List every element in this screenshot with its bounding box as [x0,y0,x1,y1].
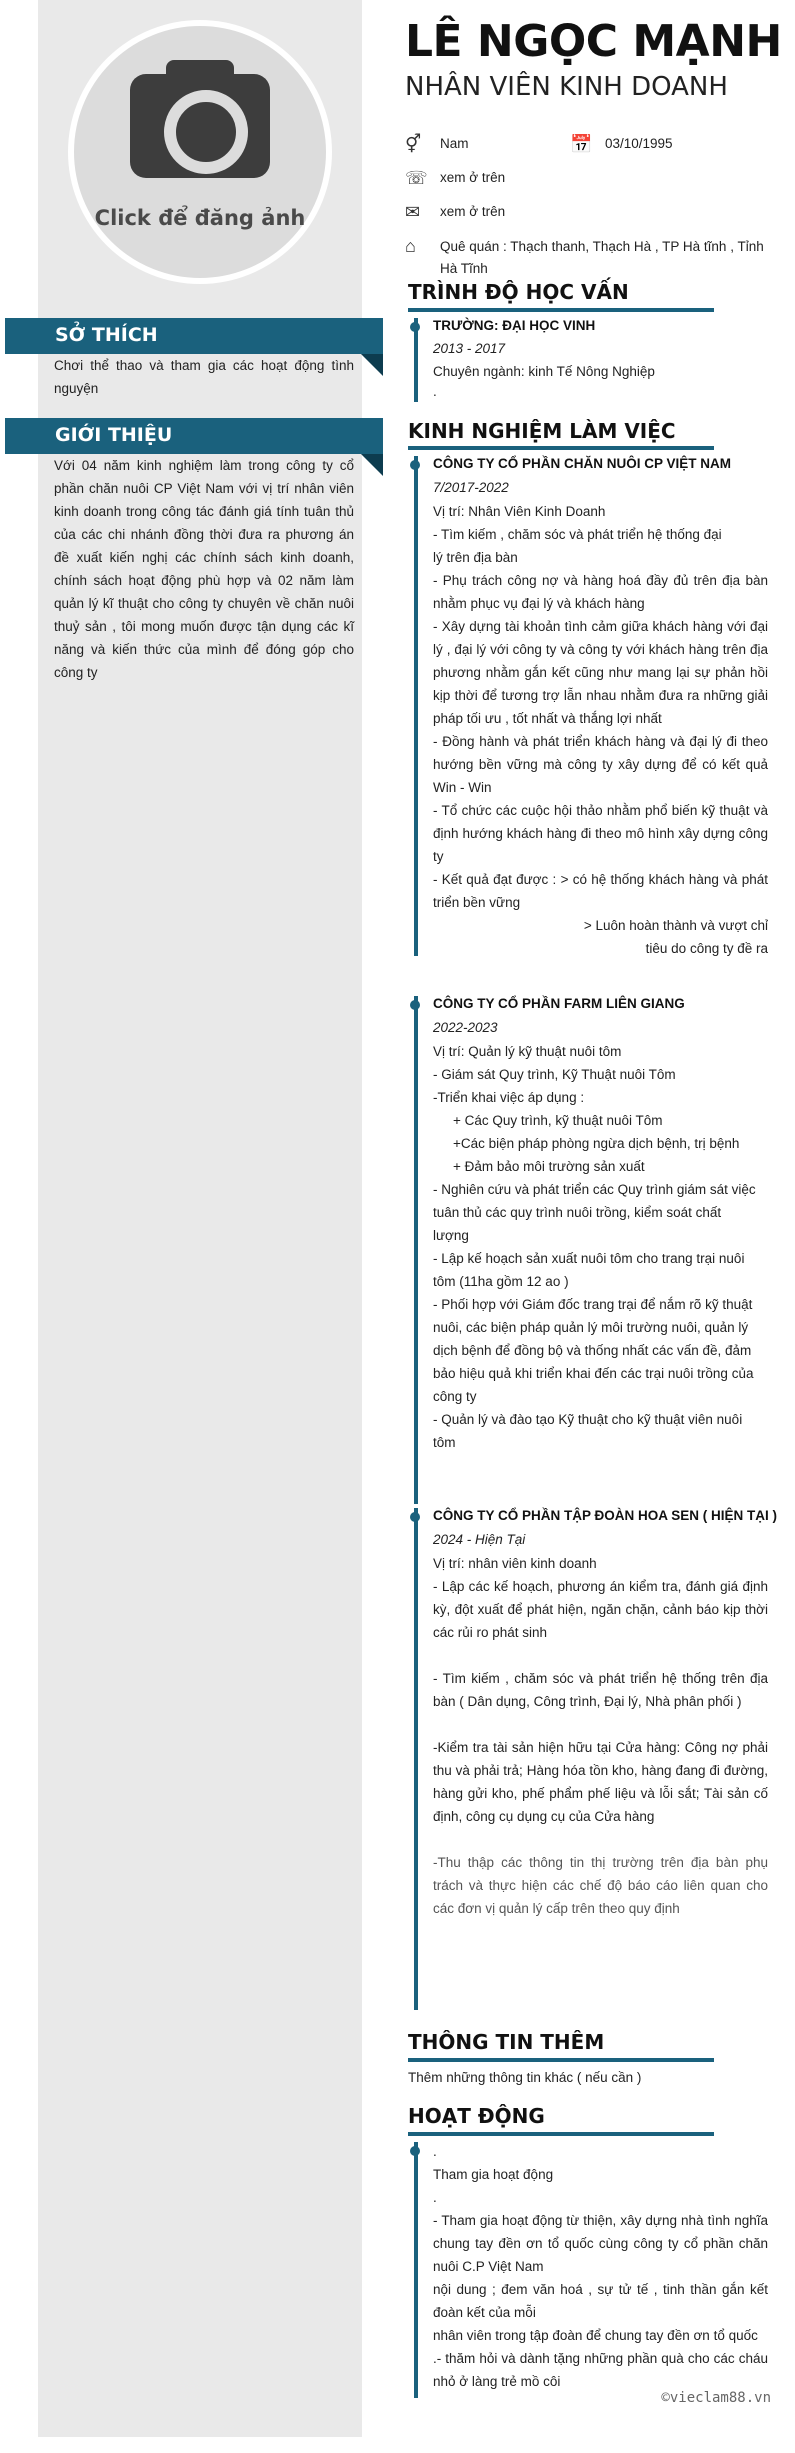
job-line: - Tìm kiếm , chăm sóc và phát triển hệ thống đại lý trên địa bàn [433,527,722,565]
activity-line: . [433,2190,437,2205]
email-value: xem ở trên [440,204,506,219]
watermark: ©vieclam88.vn [661,2390,771,2406]
avatar-upload[interactable] [68,20,332,284]
education-major: Chuyên ngành: kinh Tế Nông Nghiệp [433,364,655,379]
hobbies-text: Chơi thể thao và tham gia các hoạt động tình nguyện [54,358,354,396]
job-line: - Kết quả đạt được : > có hệ thống khách hàng và phát triển bền vững [433,872,768,910]
education-period: 2013 - 2017 [433,341,506,356]
job-line: Vị trí: Nhân Viên Kinh Doanh [433,504,606,519]
job-line: - Tìm kiếm , chăm sóc và phát triển hệ thống trên địa bàn ( Dân dụng, Công trình, Đại lý, Nhà phân phối ) [433,1671,768,1709]
more-info-heading: THÔNG TIN THÊM [408,2030,605,2054]
job-period: 2022-2023 [433,1020,498,1035]
timeline-dot [410,2146,420,2156]
calendar-icon: 📅 [570,134,593,154]
job-line: Vị trí: nhân viên kinh doanh [433,1556,597,1571]
job-company: CÔNG TY CỔ PHẦN FARM LIÊN GIANG [433,996,685,1011]
job-line: - Xây dựng tài khoản tình cảm giữa khách hàng với đại lý , đại lý với công ty và công ty với khách hàng trên địa phương nhằm gắn kết cũng như mang lại sự phản hồi kịp thời để tương trợ lẫn nhau nhằm đưa ra những giải pháp tối ưu , tốt nhất và thắng lợi nhất [433,619,768,726]
activity-line: Tham gia hoạt động [433,2167,554,2182]
job-line: - Nghiên cứu và phát triển các Quy trình giám sát việc tuân thủ các quy trình nuôi trồng, kiểm soát chất lượng [433,1182,756,1243]
section-underline [408,308,714,312]
school-name: TRƯỜNG: ĐẠI HỌC VINH [433,318,596,333]
ribbon-fold [361,454,383,476]
envelope-icon: ✉ [405,202,421,222]
intro-heading: GIỚI THIỆU [55,424,173,446]
intro-text: Với 04 năm kinh nghiệm làm trong công ty cổ phần chăn nuôi CP Việt Nam với vị trí nhân viên kinh doanh trong công tác đánh giá tính tuân thủ của các chi nhánh đồng thời đưa ra phương án đề xuất kiến nghị các chính sách kinh doanh, chính sách hoạt động phù hợp và 02 năm làm quản lý kĩ thuật cho công ty chuyên về chăn nuôi thuỷ sản , tôi mong muốn được tận dụng các kĩ năng và kiến thức của mình để đóng góp cho công ty [54,458,354,680]
timeline-dot [410,1512,420,1522]
address-value: Quê quán : Thạch thanh, Thạch Hà , TP Hà tĩnh , Tỉnh Hà Tĩnh [440,239,764,276]
birthday-value: 03/10/1995 [605,136,673,151]
job-period: 7/2017-2022 [433,480,509,495]
timeline-dot [410,322,420,332]
section-underline [408,2132,714,2136]
gender-icon: ⚥ [405,134,422,154]
hobbies-heading: SỞ THÍCH [55,324,158,346]
phone-value: xem ở trên [440,170,506,185]
activity-line: nội dung ; đem văn hoá , sự tử tế , tinh thần gắn kết đoàn kết của mỗi [433,2282,768,2320]
job-line: Vị trí: Quản lý kỹ thuật nuôi tôm [433,1044,622,1059]
job-line: - Phối hợp với Giám đốc trang trại để nắm rõ kỹ thuật nuôi, các biện pháp quản lý môi trường nuôi, quản lý dịch bệnh để đồng bộ và thống nhất các vấn đề, đảm bảo hiệu quả khi triển khai đến các trại nuôi trồng của công ty [433,1297,754,1404]
activity-line: nhân viên trong tập đoàn để chung tay đền ơn tổ quốc [433,2328,758,2343]
job-line: - Quản lý và đào tạo Kỹ thuật cho kỹ thuật viên nuôi tôm [433,1412,743,1450]
education-heading: TRÌNH ĐỘ HỌC VẤN [408,280,629,304]
activities-heading: HOẠT ĐỘNG [408,2104,545,2128]
job-description [433,500,768,960]
job-line: -Triển khai việc áp dụng : [433,1090,585,1105]
job-line: - Lập kế hoạch sản xuất nuôi tôm cho trang trại nuôi tôm (11ha gồm 12 ao ) [433,1251,745,1289]
gender-value: Nam [440,136,469,151]
address-row [405,238,775,284]
activity-line: . [433,2144,437,2159]
job-line: - Lập các kế hoạch, phương án kiểm tra, đánh giá định kỳ, đột xuất để phát hiện, ngăn chặn, cảnh báo kịp thời các rủi ro phát sinh [433,1579,768,1640]
more-info-text: Thêm những thông tin khác ( nếu cần ) [408,2070,642,2085]
job-line: - Phụ trách công nợ và hàng hoá đầy đủ trên địa bàn nhằm phục vụ đại lý và khách hàng [433,573,768,611]
phone-icon: ☏ [405,168,428,188]
timeline-line [414,456,418,956]
timeline-line [414,996,418,1504]
activity-line: .- thăm hỏi và dành tặng những phần quà cho các cháu nhỏ ở làng trẻ mồ côi [433,2351,768,2389]
activity-line: - Tham gia hoạt động từ thiện, xây dựng nhà tình nghĩa chung tay đền ơn tổ quốc cùng công ty cổ phần chăn nuôi C.P Việt Nam [433,2213,768,2274]
ribbon-fold [361,354,383,376]
job-line: - Tổ chức các cuộc hội thảo nhằm phổ biến kỹ thuật và định hướng khách hàng đi theo mô hình xây dựng công ty [433,803,768,864]
job-company: CÔNG TY CỔ PHẦN TẬP ĐOÀN HOA SEN ( HIỆN TẠI ) [433,1508,778,1523]
activities-description [433,2140,768,2393]
timeline-dot [410,1000,420,1010]
hobbies-heading-ribbon [5,318,383,354]
job-company: CÔNG TY CỔ PHẦN CHĂN NUÔI CP VIỆT NAM [433,456,732,471]
job-line: + Đảm bảo môi trường sản xuất [453,1159,645,1174]
intro-heading-ribbon [5,418,383,454]
job-description [433,1552,768,1920]
experience-heading: KINH NGHIỆM LÀM VIỆC [408,419,676,443]
job-line: +Các biện pháp phòng ngừa dịch bệnh, trị bệnh [453,1136,740,1151]
section-underline [408,446,714,450]
timeline-line [414,2142,418,2398]
timeline-dot [410,460,420,470]
timeline-line [414,1508,418,2010]
education-extra: . [433,384,437,399]
job-description [433,1040,768,1454]
job-line: > Luôn hoàn thành và vượt chỉ tiêu do công ty đề ra [583,918,768,956]
job-line: -Kiểm tra tài sản hiện hữu tại Cửa hàng: Công nợ phải thu và phải trả; Hàng hóa tồn kho, hàng đang đi đường, hàng gửi kho, phế phẩm phế liệu và lỗi sắt; Tài sản cố định, công cụ dụng cụ của Cửa hàng [433,1740,768,1824]
section-underline [408,2058,714,2062]
candidate-name: LÊ NGỌC MẠNH [405,16,782,67]
job-line: + Các Quy trình, kỹ thuật nuôi Tôm [453,1113,663,1128]
job-line: - Đồng hành và phát triển khách hàng và đại lý đi theo hướng bền vững mà công ty xây dựng để có kết quả Win - Win [433,734,768,795]
candidate-title: NHÂN VIÊN KINH DOANH [405,72,728,102]
camera-lens [164,90,248,174]
job-line: -Thu thập các thông tin thị trường trên địa bàn phụ trách và thực hiện các chế độ báo cáo liên quan cho các đơn vị quản lý cấp trên theo quy định [433,1855,768,1916]
job-line: - Giám sát Quy trình, Kỹ Thuật nuôi Tôm [433,1067,676,1082]
avatar-caption: Click để đăng ảnh [94,206,306,230]
home-icon: ⌂ [405,236,416,256]
job-period: 2024 - Hiện Tại [433,1532,526,1547]
